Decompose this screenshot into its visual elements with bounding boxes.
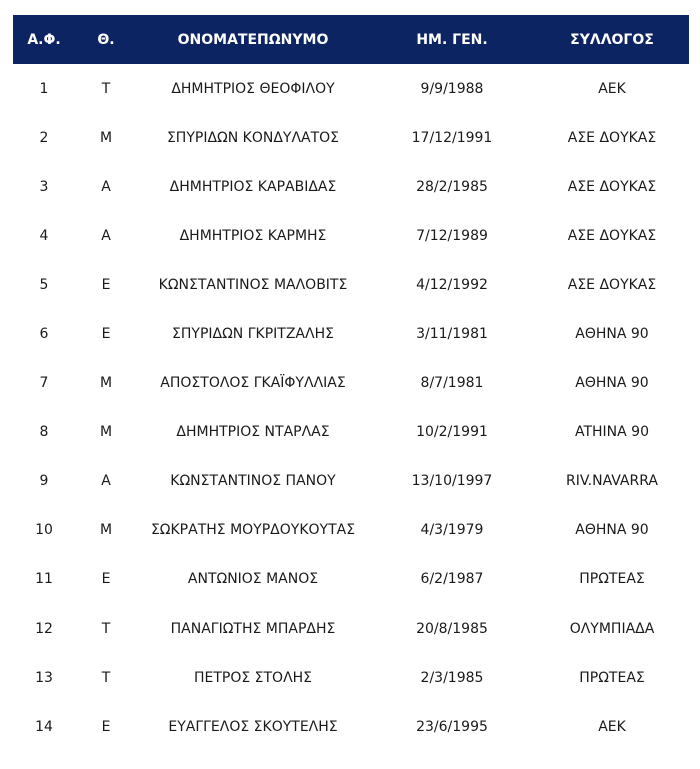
cell-name: ΑΠΟΣΤΟΛΟΣ ΓΚΑΪΦΥΛΛΙΑΣ xyxy=(160,375,346,392)
cell-position: Ε xyxy=(101,571,111,588)
header-club: ΣΥΛΛΟΓΟΣ xyxy=(570,31,654,48)
table-row xyxy=(13,457,689,506)
cell-name: ΣΠΥΡΙΔΩΝ ΓΚΡΙΤΖΑΛΗΣ xyxy=(172,326,334,343)
cell-number: 10 xyxy=(35,522,53,539)
header-name: ΟΝΟΜΑΤΕΠΩΝΥΜΟ xyxy=(177,31,329,48)
cell-position: Ε xyxy=(101,276,111,293)
cell-number: 1 xyxy=(39,80,49,97)
cell-club: ΑΕΚ xyxy=(598,718,626,735)
cell-number: 7 xyxy=(39,375,49,392)
cell-club: ATHINA 90 xyxy=(574,424,649,441)
table-row xyxy=(13,408,689,457)
roster-table xyxy=(13,15,689,751)
table-header xyxy=(13,15,689,64)
table-row xyxy=(13,555,689,604)
cell-number: 5 xyxy=(39,276,49,293)
table-row xyxy=(13,260,689,309)
cell-name: ΕΥΑΓΓΕΛΟΣ ΣΚΟΥΤΕΛΗΣ xyxy=(168,718,338,735)
table-row xyxy=(13,162,689,211)
cell-dob: 9/9/1988 xyxy=(420,80,484,97)
cell-club: ΑΘΗΝΑ 90 xyxy=(575,326,649,343)
cell-club: RIV.NAVARRA xyxy=(566,473,658,490)
cell-name: ΣΩΚΡΑΤΗΣ ΜΟΥΡΔΟΥΚΟΥΤΑΣ xyxy=(150,522,356,539)
header-number: Α.Φ. xyxy=(27,31,61,48)
cell-dob: 4/3/1979 xyxy=(420,522,484,539)
cell-dob: 3/11/1981 xyxy=(416,326,488,343)
cell-name: ΔΗΜΗΤΡΙΟΣ ΘΕΟΦΙΛΟΥ xyxy=(171,80,335,97)
table-row xyxy=(13,211,689,260)
cell-number: 9 xyxy=(39,473,49,490)
cell-position: Τ xyxy=(101,620,111,637)
table-row xyxy=(13,113,689,162)
cell-club: ΠΡΩΤΕΑΣ xyxy=(579,669,645,686)
cell-position: Α xyxy=(101,473,111,490)
cell-dob: 8/7/1981 xyxy=(420,375,484,392)
cell-position: Ε xyxy=(101,326,111,343)
table-row xyxy=(13,309,689,358)
cell-club: ΑΣΕ ΔΟΥΚΑΣ xyxy=(567,178,657,195)
cell-number: 14 xyxy=(35,718,53,735)
table-row xyxy=(13,702,689,751)
cell-dob: 4/12/1992 xyxy=(416,276,488,293)
cell-position: Ε xyxy=(101,718,111,735)
cell-name: ΣΠΥΡΙΔΩΝ ΚΟΝΔΥΛΑΤΟΣ xyxy=(166,129,340,146)
cell-name: ΔΗΜΗΤΡΙΟΣ ΝΤΑΡΛΑΣ xyxy=(176,424,330,441)
cell-position: Μ xyxy=(99,424,113,441)
cell-position: Τ xyxy=(101,669,111,686)
cell-position: Α xyxy=(101,178,111,195)
cell-dob: 10/2/1991 xyxy=(416,424,488,441)
cell-name: ΔΗΜΗΤΡΙΟΣ ΚΑΡΜΗΣ xyxy=(179,227,327,244)
cell-name: ΚΩΝΣΤΑΝΤΙΝΟΣ ΜΑΛΟΒΙΤΣ xyxy=(158,276,348,293)
cell-dob: 7/12/1989 xyxy=(416,227,488,244)
header-row xyxy=(13,15,689,64)
cell-club: ΑΣΕ ΔΟΥΚΑΣ xyxy=(567,129,657,146)
table-row xyxy=(13,653,689,702)
cell-dob: 28/2/1985 xyxy=(416,178,488,195)
cell-dob: 20/8/1985 xyxy=(416,620,488,637)
cell-position: Τ xyxy=(101,80,111,97)
cell-position: Μ xyxy=(99,129,113,146)
cell-name: ΑΝΤΩΝΙΟΣ ΜΑΝΟΣ xyxy=(187,571,319,588)
cell-number: 12 xyxy=(35,620,53,637)
header-dob: ΗΜ. ΓΕΝ. xyxy=(416,31,488,48)
cell-club: ΑΘΗΝΑ 90 xyxy=(575,375,649,392)
cell-name: ΠΑΝΑΓΙΩΤΗΣ ΜΠΑΡΔΗΣ xyxy=(170,620,336,637)
cell-position: Μ xyxy=(99,522,113,539)
table-body xyxy=(13,64,689,751)
cell-number: 8 xyxy=(39,424,49,441)
cell-club: ΑΕΚ xyxy=(598,80,626,97)
cell-club: ΑΘΗΝΑ 90 xyxy=(575,522,649,539)
table-row xyxy=(13,359,689,408)
cell-name: ΠΕΤΡΟΣ ΣΤΟΛΗΣ xyxy=(193,669,313,686)
cell-position: Μ xyxy=(99,375,113,392)
cell-dob: 6/2/1987 xyxy=(420,571,484,588)
cell-position: Α xyxy=(101,227,111,244)
cell-club: ΟΛΥΜΠΙΑΔΑ xyxy=(569,620,655,637)
table-row xyxy=(13,604,689,653)
cell-dob: 2/3/1985 xyxy=(420,669,484,686)
cell-number: 3 xyxy=(39,178,49,195)
cell-club: ΠΡΩΤΕΑΣ xyxy=(579,571,645,588)
cell-dob: 17/12/1991 xyxy=(411,129,493,146)
cell-number: 6 xyxy=(39,326,49,343)
cell-number: 13 xyxy=(35,669,53,686)
cell-club: ΑΣΕ ΔΟΥΚΑΣ xyxy=(567,227,657,244)
cell-number: 11 xyxy=(35,571,53,588)
cell-name: ΚΩΝΣΤΑΝΤΙΝΟΣ ΠΑΝΟΥ xyxy=(170,473,336,490)
table-row xyxy=(13,64,689,113)
cell-number: 4 xyxy=(39,227,49,244)
cell-dob: 23/6/1995 xyxy=(416,718,488,735)
cell-dob: 13/10/1997 xyxy=(411,473,493,490)
header-position: Θ. xyxy=(97,31,115,48)
cell-number: 2 xyxy=(39,129,49,146)
cell-club: ΑΣΕ ΔΟΥΚΑΣ xyxy=(567,276,657,293)
table-row xyxy=(13,506,689,555)
cell-name: ΔΗΜΗΤΡΙΟΣ ΚΑΡΑΒΙΔΑΣ xyxy=(169,178,337,195)
